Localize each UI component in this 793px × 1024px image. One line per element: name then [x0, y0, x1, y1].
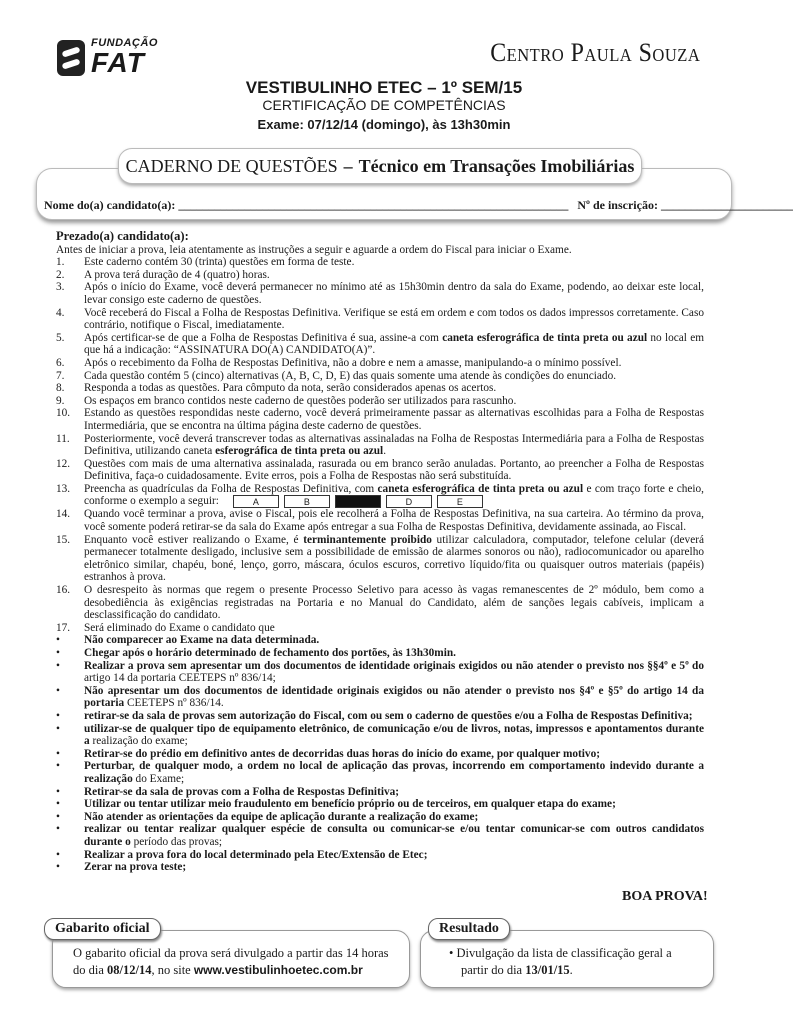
elimination-text	[84, 647, 704, 660]
elimination-item	[56, 849, 704, 862]
instruction-item	[56, 483, 704, 509]
bullet-icon: •	[56, 747, 60, 760]
item-text: Após o recebimento da Folha de Respostas Definitiva, não a dobre e nem a amasse, manipulando-a o mínimo possível.	[84, 356, 622, 369]
elimination-text	[84, 723, 704, 748]
elimination-item	[56, 660, 704, 685]
answer-bubble: D	[386, 495, 432, 508]
item-text: Responda a todas as questões. Para cômputo da nota, serão considerados apenas os acertos.	[84, 382, 497, 395]
fundacao-fat-logo	[57, 38, 158, 77]
elimination-continuation: CEETEPS nº 836/14.	[124, 697, 224, 710]
elimination-emphasis: utilizar-se de qualquer tipo de equipamento eletrônico, de comunicação e/ou de livros, notas, impressos e apontamentos durante a	[84, 722, 704, 748]
elimination-emphasis: Não comparecer ao Exame na data determinada.	[84, 634, 320, 647]
answer-bubble: B	[284, 495, 330, 508]
bullet-icon: •	[56, 848, 60, 861]
elimination-text	[84, 798, 704, 811]
elimination-emphasis: Utilizar ou tentar utilizar meio fraudulento em benefício próprio ou de terceiros, em qualquer etapa do exame;	[84, 798, 616, 811]
instruction-item	[56, 357, 704, 370]
item-text: Após o início do Exame, você deverá permanecer no mínimo até as 15h30min dentro da sala do Exame, podendo, ao deixar este local, levar consigo este caderno de questões.	[84, 281, 704, 306]
item-number: 4.	[56, 306, 65, 319]
elimination-emphasis: Chegar após o horário determinado de fechamento dos portões, às 13h30min.	[84, 647, 456, 659]
candidate-name-field[interactable]: Nome do(a) candidato(a): _________________________________________________________________	[44, 198, 569, 212]
elimination-text	[84, 760, 704, 785]
instruction-list	[56, 256, 704, 634]
gabarito-site-link[interactable]: www.vestibulinhoetec.com.br	[193, 963, 363, 977]
bullet-icon: •	[56, 659, 60, 672]
resultado-text	[449, 945, 672, 979]
elimination-item	[56, 647, 704, 660]
resultado-line1: • Divulgação da lista de classificação geral a	[449, 946, 672, 960]
exam-subtitle: CERTIFICAÇÃO DE COMPETÊNCIAS	[262, 97, 506, 113]
item-number: 15.	[56, 533, 71, 546]
item-text-part: no local em que há a indicação: “ASSINATURA DO(A) CANDIDATO(A)”.	[84, 331, 705, 357]
bullet-icon: •	[56, 684, 60, 697]
item-text	[84, 534, 704, 584]
item-number: 13.	[56, 482, 71, 495]
item-text-part: utilizar calculadora, computador, telefone celular (deverá permanecer totalmente desligado, inclusive sem a possibilidade de emissão de alarmes sonoros ou não), radiocomunicador ou aparelho eletrônico similar, chapéu, boné, lenço, gorro, máscara, óculos escuros, corretivo líquido/fita ou quaisquer outros materiais (papéis) estranhos à prova.	[84, 533, 704, 584]
item-number: 11.	[56, 432, 70, 445]
item-text-part: .	[383, 445, 387, 458]
instruction-item	[56, 332, 704, 357]
resultado-line2a: partir do dia	[461, 963, 526, 977]
elimination-item	[56, 710, 704, 723]
elimination-item	[56, 748, 704, 761]
elimination-continuation: do Exame;	[132, 772, 185, 785]
elimination-emphasis: Não apresentar um dos documentos de identidade originais exigidos ou não atender o previsto nos §4º e §5º do artigo 14 da portaria	[84, 684, 704, 710]
elimination-item	[56, 760, 704, 785]
elimination-emphasis: Realizar a prova fora do local determinado pela Etec/Extensão de Etec;	[84, 848, 428, 861]
item-number: 9.	[56, 394, 65, 407]
instruction-item	[56, 508, 704, 533]
bullet-icon: •	[56, 785, 60, 798]
elimination-emphasis: Retirar-se da sala de provas com a Folha de Respostas Definitiva;	[84, 785, 400, 798]
item-number: 1.	[56, 256, 65, 269]
closing-text: BOA PROVA!	[622, 889, 708, 904]
item-number: 8.	[56, 382, 65, 395]
bullet-icon: •	[56, 798, 60, 811]
item-text: Cada questão contém 5 (cinco) alternativas (A, B, C, D, E) das quais somente uma atende às condições do enunciado.	[84, 369, 617, 382]
resultado-title: Resultado	[428, 918, 510, 940]
gabarito-line2a: do dia	[73, 963, 108, 977]
elimination-text	[84, 748, 704, 761]
item-number: 12.	[56, 457, 71, 470]
gabarito-line1: O gabarito oficial da prova será divulgado a partir das 14 horas	[73, 946, 389, 960]
elimination-text	[84, 634, 704, 647]
instruction-item	[56, 382, 704, 395]
resultado-line2b: .	[569, 963, 573, 977]
elimination-emphasis: realizar ou tentar realizar qualquer espécie de consulta ou comunicar-se e/ou tentar comunicar-se com outros candidatos durante o	[84, 823, 704, 848]
instruction-item	[56, 281, 704, 306]
item-text: Este caderno contém 30 (trinta) questões em forma de teste.	[84, 256, 355, 269]
gabarito-text	[73, 945, 389, 979]
elimination-list	[56, 634, 704, 873]
elimination-emphasis: Perturbar, de qualquer modo, a ordem no local de aplicação das provas, incorrendo em comportamento indevido durante a realização	[84, 760, 704, 785]
elimination-text	[84, 710, 704, 723]
instruction-item	[56, 433, 704, 458]
instruction-item	[56, 407, 704, 432]
elimination-item	[56, 723, 704, 748]
bullet-icon: •	[56, 861, 60, 874]
caderno-dash: –	[343, 155, 353, 176]
item-number: 5.	[56, 331, 65, 344]
elimination-emphasis: Não atender as orientações da equipe de aplicação durante a realização do exame;	[84, 810, 479, 823]
item-number: 3.	[56, 281, 65, 294]
bullet-icon: •	[56, 709, 60, 722]
intro-text: Antes de iniciar a prova, leia atentamente as instruções a seguir e aguarde a ordem do Fiscal para iniciar o Exame.	[56, 243, 572, 256]
item-number: 10.	[56, 407, 71, 420]
bullet-icon: •	[56, 810, 60, 823]
item-emphasis: terminantemente proibido	[303, 533, 432, 546]
greeting: Prezado(a) candidato(a):	[56, 229, 189, 243]
elimination-item	[56, 811, 704, 824]
item-text-part: e com traço forte e cheio, conforme o exemplo a seguir:	[84, 482, 704, 508]
instruction-item	[56, 584, 704, 622]
item-text: Será eliminado do Exame o candidato que	[84, 621, 275, 634]
item-text: Questões com mais de uma alternativa assinalada, rasurada ou em branco serão anuladas. Portanto, ao preencher a Folha de Respostas Definitiva, faça-o cuidadosamente. Evite erros, pois a Folha de Respostas não será substituída.	[84, 457, 704, 483]
bullet-icon: •	[56, 823, 60, 836]
instruction-item	[56, 458, 704, 483]
item-text: Quando você terminar a prova, avise o Fiscal, pois ele recolherá a Folha de Respostas Definitiva, na sua carteira. Ao término da prova, você somente poderá retirar-se da sala do Exame após entregar a sua Folha de Respostas Definitiva, devidamente assinada, ao Fiscal.	[84, 508, 704, 534]
bullet-icon: •	[56, 634, 60, 647]
item-emphasis: esferográfica de tinta preta ou azul	[215, 445, 384, 458]
instructions	[56, 230, 704, 874]
item-text: Estando as questões respondidas neste caderno, você deverá primeiramente passar as alternativas escolhidas para a Folha de Respostas Intermediária, que se encontra na última página deste caderno de questões.	[84, 407, 704, 432]
item-text	[84, 433, 704, 458]
gabarito-date: 08/12/14	[107, 963, 152, 977]
instruction-item	[56, 307, 704, 332]
elimination-text	[84, 811, 704, 824]
caderno-title-box	[118, 148, 642, 184]
elimination-emphasis: Realizar a prova sem apresentar um dos documentos de identidade originais exigidos ou não atender o previsto nos §§4º e 5º do	[84, 659, 704, 672]
elimination-continuation: realização do exame;	[89, 735, 188, 748]
instruction-item	[56, 622, 704, 635]
item-number: 16.	[56, 584, 71, 597]
elimination-emphasis: Zerar na prova teste;	[84, 861, 187, 874]
gabarito-line2b: , no site	[151, 963, 194, 977]
elimination-text	[84, 849, 704, 862]
exam-title: VESTIBULINHO ETEC – 1º SEM/15	[245, 78, 523, 97]
item-emphasis: caneta esferográfica de tinta preta ou azul	[377, 482, 584, 495]
elimination-item	[56, 861, 704, 874]
elimination-text	[84, 786, 704, 799]
item-text: O desrespeito às normas que regem o presente Processo Seletivo para acesso às vagas remanescentes de 2º módulo, bem como a desobediência às exigências registradas na Portaria e no Manual do Candidato, além de sanções legais cabíveis, implicam a desclassificação do candidato.	[84, 584, 704, 622]
item-text: A prova terá duração de 4 (quatro) horas.	[84, 268, 270, 281]
instruction-item	[56, 370, 704, 383]
logo-small-text: FUNDAÇÃO	[91, 37, 158, 49]
instruction-item	[56, 534, 704, 584]
answer-example-bubbles	[233, 495, 488, 508]
elimination-text	[84, 685, 704, 710]
item-text-part: Após certificar-se de que a Folha de Respostas Definitiva é sua, assine-a com	[84, 331, 443, 344]
bullet-icon: •	[56, 722, 60, 735]
elimination-item	[56, 685, 704, 710]
elimination-text	[84, 823, 704, 848]
item-number: 2.	[56, 268, 65, 281]
item-text: Os espaços em branco contidos neste caderno de questões poderão ser utilizados para rascunho.	[84, 394, 517, 407]
elimination-emphasis: retirar-se da sala de provas sem autorização do Fiscal, com ou sem o caderno de questões e/ou a Folha de Respostas Definitiva;	[84, 709, 693, 722]
candidate-fields	[44, 198, 793, 213]
elimination-continuation: período das provas;	[130, 835, 223, 848]
gabarito-title: Gabarito oficial	[44, 918, 161, 940]
elimination-item	[56, 786, 704, 799]
item-text-part: Enquanto você estiver realizando o Exame, é	[84, 533, 304, 546]
item-number: 17.	[56, 621, 71, 634]
elimination-emphasis: Retirar-se do prédio em definitivo antes de decorridas duas horas do início do exame, por qualquer motivo;	[84, 747, 600, 760]
answer-bubble: E	[437, 495, 483, 508]
answer-bubble: A	[233, 495, 279, 508]
item-text	[84, 332, 704, 357]
item-text-part: Posteriormente, você deverá transcrever todas as alternativas assinaladas na Folha de Respostas Intermediária para a Folha de Respostas Definitiva, utilizando caneta	[84, 432, 704, 458]
bullet-icon: •	[56, 760, 60, 773]
centro-paula-souza-logo: Centro Paula Souza	[490, 38, 700, 67]
elimination-text	[84, 660, 704, 685]
elimination-item	[56, 823, 704, 848]
item-number: 7.	[56, 369, 65, 382]
instruction-item	[56, 395, 704, 408]
caderno-course: Técnico em Transações Imobiliárias	[358, 155, 635, 176]
item-text	[84, 483, 704, 509]
item-emphasis: caneta esferográfica de tinta preta ou azul	[442, 331, 648, 344]
answer-bubble-filled	[335, 495, 381, 508]
elimination-item	[56, 798, 704, 811]
resultado-date: 13/01/15	[525, 963, 570, 977]
resultado-line2	[449, 962, 672, 979]
item-text-part: Preencha as quadrículas da Folha de Respostas Definitiva, com	[84, 482, 378, 495]
item-text: Você receberá do Fiscal a Folha de Respostas Definitiva. Verifique se está em ordem e com todos os dados impressos corretamente. Caso contrário, notifique o Fiscal, imediatamente.	[84, 306, 704, 332]
elimination-continuation: artigo 14 da portaria CEETEPS nº 836/14;	[84, 672, 276, 685]
item-number: 6.	[56, 356, 65, 369]
inscription-number-field[interactable]: Nº de inscrição: ______________________	[577, 198, 793, 212]
logo-big-text: FAT	[91, 47, 145, 78]
instruction-item	[56, 269, 704, 282]
exam-date: Exame: 07/12/14 (domingo), às 13h30min	[257, 117, 511, 132]
elimination-text	[84, 861, 704, 874]
caderno-prefix: CADERNO DE QUESTÕES	[125, 155, 338, 176]
bullet-icon: •	[56, 647, 60, 659]
gabarito-line2	[73, 962, 389, 979]
fat-logo-icon	[57, 40, 85, 76]
instruction-item	[56, 256, 704, 269]
item-number: 14.	[56, 508, 71, 521]
elimination-item	[56, 634, 704, 647]
